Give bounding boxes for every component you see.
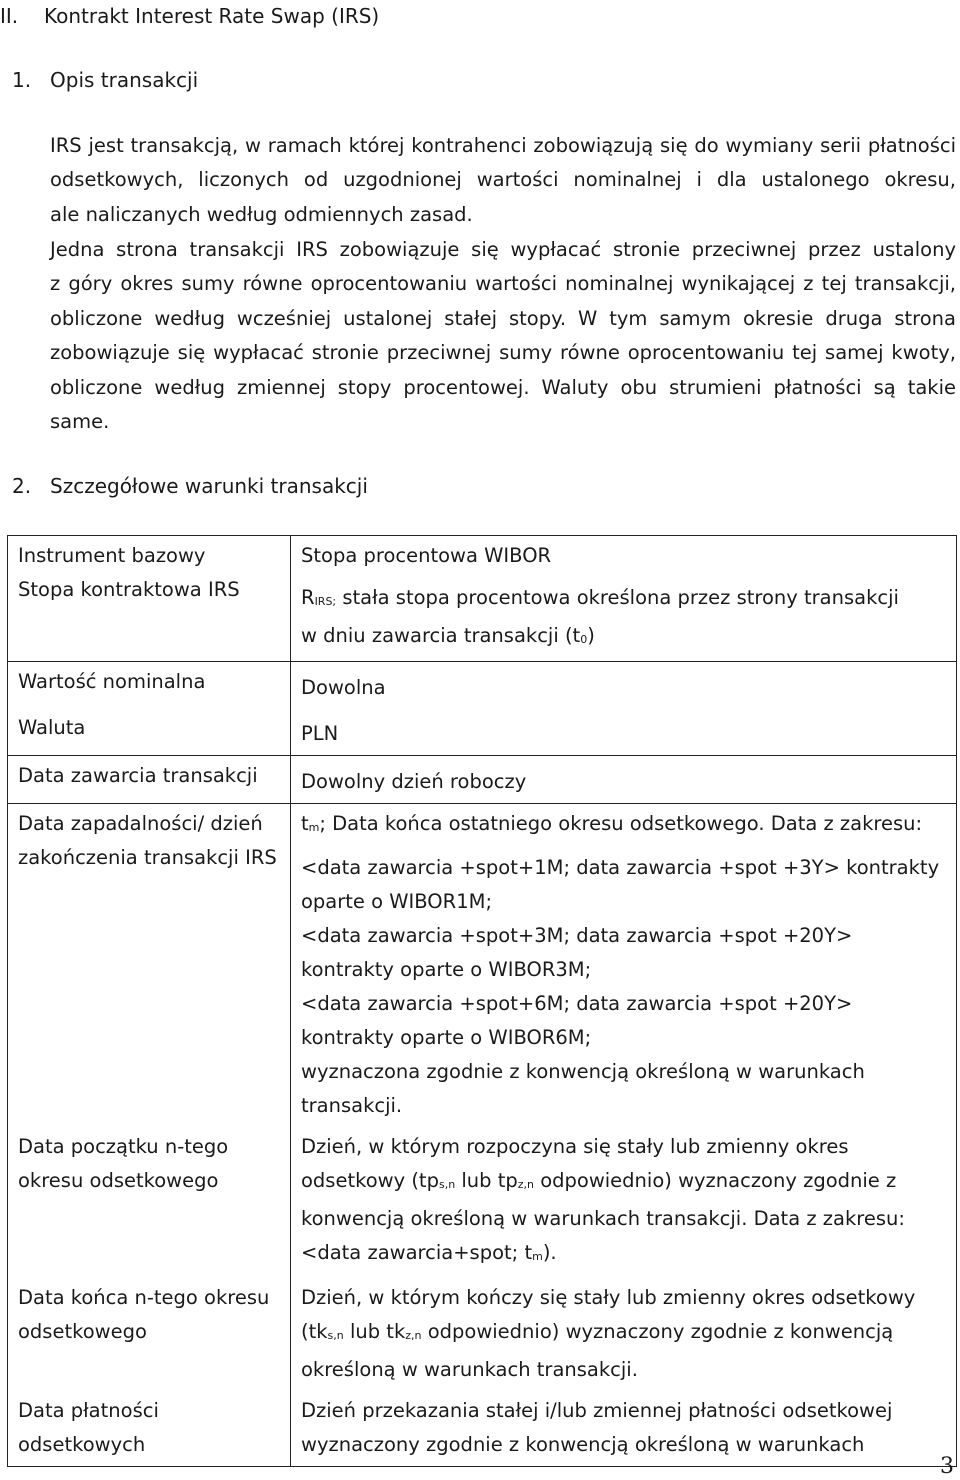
subsection-number: 1.	[12, 68, 32, 92]
table-key-cell	[8, 536, 291, 662]
section-title: Kontrakt Interest Rate Swap (IRS)	[44, 4, 380, 28]
body-paragraph	[50, 233, 956, 439]
table-value-cell	[291, 536, 957, 662]
term-label: Waluta	[18, 716, 86, 739]
paragraph-line: Jedna strona transakcji IRS zobowiązuje się wypłacać stronie przeciwnej przez ustalony	[50, 238, 956, 261]
paragraph-line: odsetkowych, liczonych od uzgodnionej wartości nominalnej i dla ustalonego okresu,	[50, 168, 956, 192]
term-value: PLN	[301, 722, 339, 745]
term-value: Dzień, w którym rozpoczyna się stały lub zmienny okres odsetkowy (tps,n lub tpz,n odpowiednio) wyznaczony zgodnie z konwencją określoną w warunkach transakcji. Data z zakresu: <data zawarcia+spot; tm).	[301, 1135, 905, 1264]
table-row	[8, 662, 957, 756]
table-value-cell	[291, 662, 957, 756]
term-value: Dowolna	[301, 676, 386, 699]
section-heading	[0, 2, 379, 30]
range-item: <data zawarcia +spot+6M; data zawarcia +spot +20Y> kontrakty oparte o WIBOR6M;	[301, 992, 853, 1049]
table-value-cell	[291, 756, 957, 804]
table-key-cell: Data końca n-tego okresu odsetkowego	[8, 1278, 291, 1391]
range-item: wyznaczona zgodnie z konwencją określoną w warunkach transakcji.	[301, 1060, 865, 1117]
table-value-cell	[291, 1127, 957, 1278]
section-number: II.	[0, 4, 19, 28]
term-value: Stopa procentowa WIBOR	[301, 544, 552, 567]
term-label: Stopa kontraktowa IRS	[18, 578, 240, 601]
table-row	[8, 536, 957, 662]
subsection-title: Szczegółowe warunki transakcji	[50, 474, 368, 498]
table-key-cell	[8, 662, 291, 756]
paragraph-line: same.	[50, 410, 110, 434]
term-value: w dniu zawarcia transakcji (t0)	[301, 624, 595, 647]
paragraph-line: ale naliczanych według odmiennych zasad.	[50, 202, 473, 226]
range-item: <data zawarcia +spot+1M; data zawarcia +spot +3Y> kontrakty oparte o WIBOR1M;	[301, 856, 940, 913]
term-label: Data zapadalności/ dzień zakończenia transakcji IRS	[18, 812, 277, 869]
term-label: Wartość nominalna	[18, 670, 206, 693]
table-row	[8, 756, 957, 804]
term-label: Instrument bazowy	[18, 544, 206, 567]
subsection-heading-1	[12, 66, 198, 94]
table-row	[8, 1391, 957, 1467]
intro-paragraph	[50, 129, 956, 232]
term-value: tm; Data końca ostatniego okresu odsetkowego. Data z zakresu:	[301, 812, 923, 835]
term-value: RIRS; stała stopa procentowa określona przez strony transakcji	[301, 586, 899, 609]
paragraph-line: obliczone według zmiennej stopy procentowej. Waluty obu strumieni płatności są takie	[50, 375, 956, 399]
table-key-cell: Data płatności odsetkowych	[8, 1391, 291, 1467]
paragraph-line: obliczone według wcześniej ustalonej stałej stopy. W tym samym okresie druga strona	[50, 306, 956, 330]
page-number: 3	[940, 1454, 954, 1479]
table-value-cell: Dzień przekazania stałej i/lub zmiennej płatności odsetkowej wyznaczony zgodnie z konwencją określoną w warunkach	[291, 1391, 957, 1467]
term-value: Dzień, w którym kończy się stały lub zmienny okres odsetkowy (tks,n lub tkz,n odpowiednio) wyznaczony zgodnie z konwencją określoną w warunkach transakcji.	[301, 1286, 916, 1381]
range-item: <data zawarcia +spot+3M; data zawarcia +spot +20Y> kontrakty oparte o WIBOR3M;	[301, 924, 853, 981]
table-row	[8, 1278, 957, 1391]
paragraph-line: IRS jest transakcją, w ramach której kontrahenci zobowiązują się do wymiany serii płatności	[50, 134, 956, 157]
table-row	[8, 1127, 957, 1278]
term-value: Dowolny dzień roboczy	[301, 770, 527, 793]
table-key-cell: Data zawarcia transakcji	[8, 756, 291, 804]
subsection-heading-2	[12, 472, 368, 500]
terms-table	[7, 535, 957, 1467]
table-value-cell	[291, 1278, 957, 1391]
paragraph-line: zobowiązuje się wypłacać stronie przeciwnej sumy równe oprocentowaniu tej samej kwoty,	[50, 341, 956, 365]
subsection-title: Opis transakcji	[50, 68, 199, 92]
table-key-cell: Data początku n-tego okresu odsetkowego	[8, 1127, 291, 1278]
paragraph-line: z góry okres sumy równe oprocentowaniu wartości nominalnej wynikającej z tej transakcji,	[50, 272, 956, 296]
subsection-number: 2.	[12, 474, 32, 498]
table-value-cell	[291, 804, 957, 1128]
table-key-cell	[8, 804, 291, 1128]
table-row	[8, 804, 957, 1128]
